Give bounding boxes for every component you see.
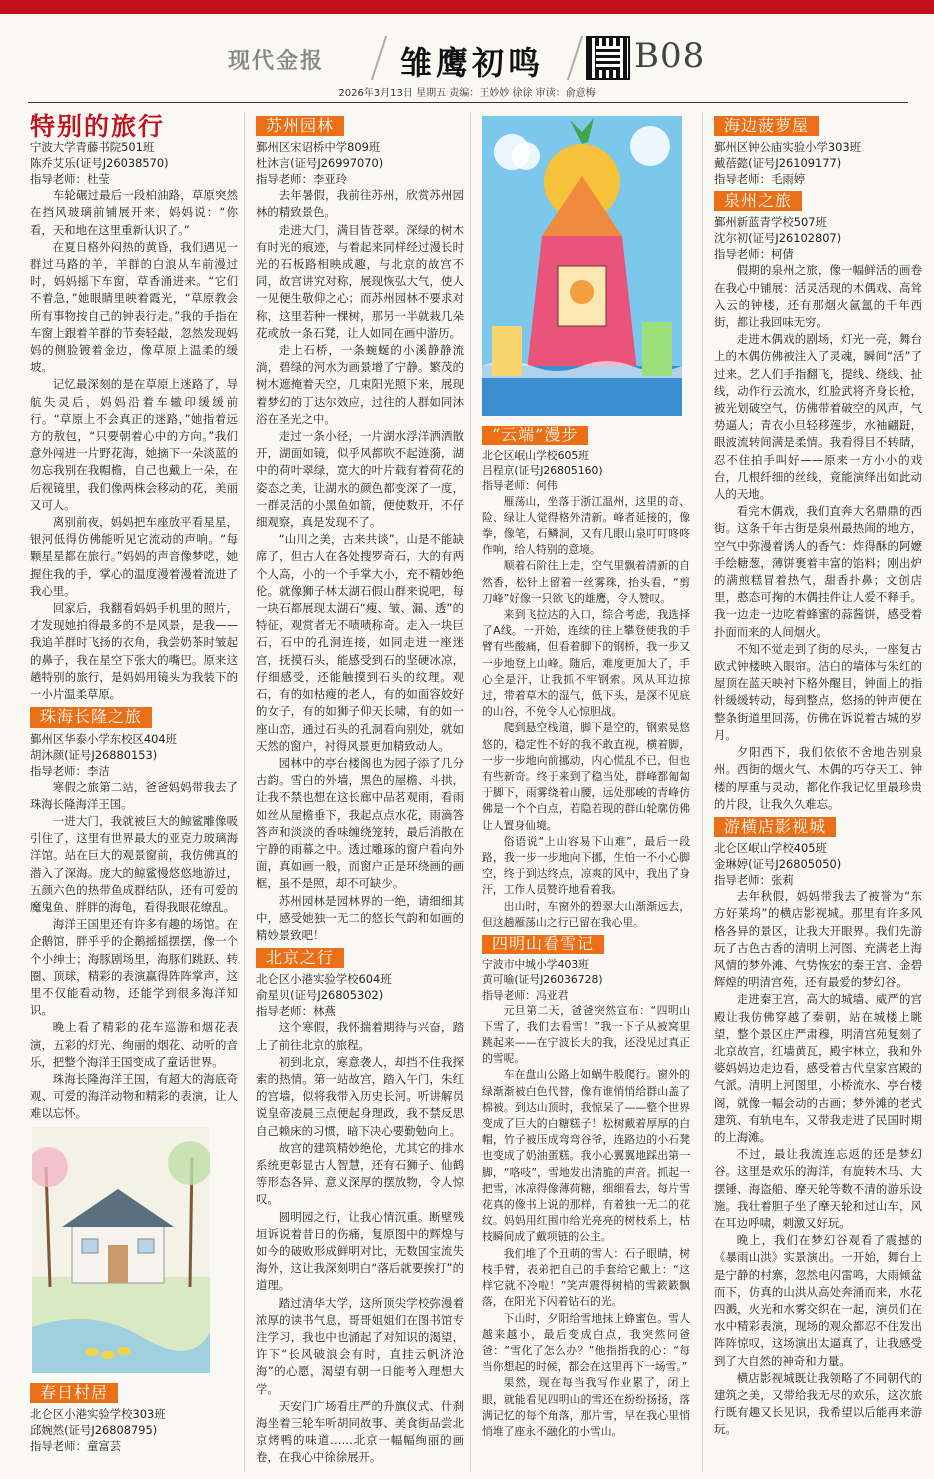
author: 黄可喻(证号J26036728): [482, 973, 603, 987]
paragraph: 走进大门，满目皆苍翠。深绿的树木有时光的痕迹，与着起来同样经过漫长时光的石板路相映成趣，与北京的故宫不同，故宫讲究对称，展现恢弘大气，使人一见便生敬仰之心；而苏州园林不要求对称，这里若种一棵树，那另一半就栽几朵花或放一条石凳，让人如同在画中游历。: [256, 222, 464, 340]
paragraph: 寒假之旅第二站，爸爸妈妈带我去了珠海长隆海洋王国。: [30, 779, 238, 811]
paragraph: 这个寒假，我怀揣着期待与兴奋，踏上了前往北京的旅程。: [256, 1020, 464, 1052]
paragraph: 在夏日格外闷热的黄昏，我们遇见一群过马路的羊，羊群的白浪从车前漫过时，妈妈摇下车窗，草香涌进来。“它们不着急，”她眼睛里映着霞光，“草原教会所有事物按自己的钟表行走。”我的手指在车窗上跟着羊群的节奏轻敲，忽然发现妈妈的侧脸镀着金边，像草原上温柔的缓坡。: [30, 239, 238, 375]
paragraph: 不知不觉走到了街的尽头，一座复古欧式钟楼映入眼帘。洁白的墙体与朱红的屋顶在蓝天映衬下格外醒目，钟面上的指针缓缓转动，每到整点，悠扬的钟声便在整条街道里回荡，仿佛在诉说着古城的岁月。: [714, 641, 922, 742]
column-divider: [470, 112, 471, 1472]
column-3: [482, 112, 690, 1440]
column-divider: [702, 112, 703, 1472]
school: 鄞州区华泰小学东校区404班: [30, 731, 178, 746]
paragraph: 俗语说“上山容易下山难”，最后一段路，我一步一步地向下挪，生怕一不小心脚空，终于到达终点，凉爽的风中，我出了身汗，工作人员赞许地看着我。: [482, 834, 690, 897]
paragraph: 踏过清华大学，这所顶尖学校弥漫着浓厚的读书气息，哥哥姐姐们在图书馆专注学习，我也中也涌起了对知识的渴望，许下“长风破浪会有时，直挂云帆济沧海”的心愿，渴望有朝一日能考入理想大学。: [256, 1295, 464, 1396]
paper-name: 现代金报: [228, 48, 325, 74]
school: 北仑区岷山学校405班: [714, 841, 827, 856]
paragraph: 看完木偶戏，我们直奔大名鼎鼎的西街。这条千年古街是泉州最热闹的地方，空气中弥漫着诱人的香气：炸得酥的阿嬷手绘糖葱，薄饼裹着丰富的馅料；刚出炉的满煎糕冒着热气，甜香扑鼻；文创店里，憨态可掬的木偶挂件让人爱不释手。我一边走一边吃着蜂蜜的蒜酱饼，感受着扑面而来的人间烟火。: [714, 504, 922, 639]
column-2: [256, 112, 464, 1467]
teacher: 指导老师：毛雨婷: [714, 172, 806, 187]
author: 金琳婷(证号J26805050): [714, 857, 842, 872]
paragraph: 车在盘山公路上如蜗牛般爬行。窗外的绿渐渐被白色代替，像有谁悄悄给群山盖了棉被。到达山顶时，我惊呆了——整个世界变成了巨大的白糖糕子！松树戴着厚厚的白帽，竹子被压成弯弯谷爷，连路边的小石凳也变成了奶油蛋糕。我小心翼翼地踩出第一脚，“咯吱”，雪地发出清脆的声音。抓起一把雪，冰凉得像薄荷糖，细细看去，每片雪花真的像书上说的那样，有着独一无二的花纹。妈妈用红围巾给光亮亮的树枝系上，枯枝瞬间成了戴项链的公主。: [482, 1068, 690, 1244]
paragraph: 海洋王国里还有许多有趣的场馆。在企鹅馆，胖乎乎的企鹅摇摇摆摆，像一个个小绅士；海豚剧场里，海豚们跳跃、转圈、顶球，精彩的表演赢得阵阵掌声，这里不仅能看动物，还能学到很多海洋知识。: [30, 917, 238, 1018]
paragraph: 横店影视城既让我领略了不同朝代的建筑之美，又带给我无尽的欢乐，这次旅行既有趣又长见识，我希望以后能再来游玩。: [714, 1370, 922, 1437]
article-title: 苏州园林: [256, 116, 344, 136]
paragraph: 不过，最让我流连忘返的还是梦幻谷。这里是欢乐的海洋，有旋转木马、大摆锤、海盗船、摩天轮等数不清的游乐设施。我壮着胆子坐了摩天轮和过山车，风在耳边呼啸，刺激又好玩。: [714, 1147, 922, 1230]
paragraph: 下山时，夕阳给雪地抹上蜂蜜色。雪人越来越小，最后变成白点，我突然问爸爸：“雪化了怎么办？”他指指我的心：“每当你想起的时候，都会在这里再下一场雪。”: [482, 1311, 690, 1374]
teacher: 指导老师：杜莹: [30, 172, 110, 187]
paragraph: 故宫的建筑精妙绝伦，尤其它的排水系统更彰显古人智慧，还有石狮子、仙鹤等形态各异、意义深厚的摆放物，令人惊叹。: [256, 1140, 464, 1207]
paragraph: 雁荡山，坐落于浙江温州，这里的奇、险、绿让人觉得格外清新。峰者延接的，像拳，像笔，石鳞洞，又有几眼山泉叮叮咚咚作响，给人特别的意境。: [482, 494, 690, 557]
article-title: 四明山看雪记: [482, 935, 604, 954]
village-painting: [32, 1127, 210, 1373]
article-title: 珠海长隆之旅: [30, 707, 152, 727]
teacher: 指导老师：何伟: [482, 479, 558, 493]
pineapple-house-painting: [482, 116, 682, 416]
article-title: “云端”漫步: [482, 426, 588, 445]
column-1: [30, 112, 238, 1454]
teacher: 指导老师：李洁: [30, 763, 110, 778]
article-title: 春日村居: [30, 1383, 118, 1403]
paragraph: 走上石桥，一条蜿蜒的小溪静静流淌，碧绿的河水为画景增了宁静。繁茂的树木遮掩着天空，几束阳光照下来，展现着梦幻的丁达尔效应，过往的人群如同沐浴在圣光之中。: [256, 343, 464, 426]
header-rule: [28, 102, 908, 103]
paragraph: 初到北京，寒意袭人，却挡不住我探索的热情。第一站故宫，踏入午门，朱红的宫墙，似将我带入历史长河。听讲解员说皇帝凌晨三点便起身理政，我不禁反思自己赖床的习惯，暗下决心要勤勉向上。: [256, 1054, 464, 1138]
school: 北仑区岷山学校605班: [482, 449, 589, 463]
page-number: B08: [634, 36, 706, 76]
paragraph: 走进秦王宫，高大的城墙、威严的宫殿让我仿佛穿越了秦朝，站在城楼上眺望，整个景区庄严肃穆，明清宫苑复刻了北京故宫，红墙黄瓦，殿宇林立，我和外婆妈妈边走边看，感受着古代皇家宫殿的气派。清明上河图里，小桥流水、亭台楼阁，就像一幅会动的古画；梦外滩的老式建筑、有轨电车，又带我走进了民国时期的上海滩。: [714, 992, 922, 1144]
school: 宁波大学青藤书院501班: [30, 140, 155, 155]
paragraph: 去年秋假，妈妈带我去了被誉为“东方好莱坞”的横店影视城。那里有许多风格各异的景区，让我大开眼界。我们先游玩了古色古香的清明上河图、充满老上海风情的梦外滩、气势恢宏的秦王宫、金碧辉煌的明清宫苑，还有最爱的梦幻谷。: [714, 889, 922, 990]
paragraph: 来到飞拉达的入口，综合考虑，我选择了A线。一开始，连续的往上攀登使我的手臂有些酸痛，但看着脚下的钢桥，我一步又一步地登上山峰。随后，难度更加大了，手心全是汗，让我抓不牢钢索。风从耳边掠过，带着草木的湿气，低下头，是深不见底的山谷，不免令人心惊胆战。: [482, 608, 690, 719]
teacher: 指导老师：冯亚君: [482, 988, 569, 1002]
column-4: [714, 112, 922, 1439]
qr-code-icon: [586, 36, 630, 80]
paragraph: 顺着石阶往上走，空气里飘着清新的自然香，松针上留着一丝雾珠，抬头看，“剪刀峰”好像一只欲飞的雄鹰，令人赞叹。: [482, 559, 690, 605]
article-title: 北京之行: [256, 948, 344, 968]
author: 胡沐颜(证号J26880153): [30, 747, 158, 762]
paragraph: 晚上，我们在梦幻谷观看了震撼的《暴雨山洪》实景演出。一开始，舞台上是宁静的村寨，忽然电闪雷鸣，大雨倾盆而下，仿真的山洪从高处奔涌而来，水花四溅，火光和水雾交织在一起，演员们在水中精彩表演，现场的观众都忍不住发出阵阵惊叹，这场演出太逼真了，让我感受到了大自然的神奇和力量。: [714, 1233, 922, 1368]
paragraph: 车轮碾过最后一段柏油路，草原突然在挡风玻璃前铺展开来，妈妈说：“你看，天和地在这里重新认识了。”: [30, 188, 238, 237]
school: 北仑区小港实验学校303班: [30, 1406, 166, 1421]
article-title: 游横店影视城: [714, 817, 836, 837]
author: 杜沐言(证号J26997070): [256, 156, 384, 171]
paragraph: 天安门广场看庄严的升旗仪式、什刹海坐着三轮车听胡同故事、美食街品尝北京烤鸭的味道……北京一幅幅绚丽的画卷，在我心中徐徐展开。: [256, 1398, 464, 1465]
paragraph: 出山时，车窗外的碧翠大山渐渐远去，但这趟雁荡山之行已留在我心里。: [482, 899, 690, 929]
author: 邱婉然(证号J26808795): [30, 1422, 158, 1437]
author: 俞星贝(证号J26805302): [256, 988, 384, 1003]
author: 戴蓓懿(证号J26109177): [714, 156, 842, 171]
article-title: 特别的旅行: [30, 112, 166, 141]
paragraph: “山川之美，古来共谈”，山是不能缺席了，但古人在各处搜罗奇石，大的有两个人高，小的一个手掌大小，充不精妙绝伦。就像狮子林太湖石假山群来说吧，每一块石都展现太湖石“瘦、皱、漏、透”的特征，观赏者无不啧啧称奇。走入一块巨石，石中的孔洞连接，如同走进一座迷宫，抚摸石头，能感受到石的坚硬冰凉，仔细感受，还能触摸到石头的纹理。观石，有的如枯瘦的老人，有的如面容姣好的女子，有的如狮子仰天长啸，有的如一座山峦，通过石头的孔洞看向别处，就如天然的窗户，衬得风景更加精致动人。: [256, 532, 464, 753]
article-title: 海边菠萝屋: [714, 116, 819, 136]
paragraph: 圆明园之行，让我心情沉重。断壁残垣诉说着昔日的伤痛，复原图中的辉煌与如今的破败形成鲜明对比，无数国宝流失海外，这让我深刻明白“落后就要挨打”的道理。: [256, 1209, 464, 1293]
paragraph: 爬到悬空栈道，脚下是空的，钢索晃悠悠的，稳定性不好的我不敢直视，横着脚，一步一步地向前挪动，内心慌乱不已，但也有些新奇。终于来到了稳当处，群峰都匍匐于脚下，雨雾绕着山腰，远处那峻的青峰仿佛是一个个白点，若隐若现的群山轮廓仿佛让人置身仙境。: [482, 721, 690, 832]
masthead: [0, 14, 934, 84]
teacher: 指导老师：林燕: [256, 1004, 336, 1019]
section-name: 雏鹰初鸣: [400, 44, 545, 82]
masthead-divider: [371, 36, 387, 80]
paragraph: 一进大门，我就被巨大的鲸鲨雕像吸引住了，这里有世界最大的亚克力玻璃海洋馆。站在巨大的观景窗前，我仿佛真的潜入了深海。庞大的鲸鲨慢悠悠地游过，五颜六色的热带鱼成群结队，还有可爱的魔鬼鱼、胖胖的海龟，看得我眼花缭乱。: [30, 813, 238, 914]
school: 鄞州区钟公庙实验小学303班: [714, 140, 862, 155]
paragraph: 珠海长隆海洋王国，有超大的海底奇观、可爱的海洋动物和精彩的表演，让人难以忘怀。: [30, 1071, 238, 1121]
paragraph: 元旦第二天，爸爸突然宣布：“四明山下雪了，我们去看雪！”我一下子从被窝里跳起来——在宁波长大的我，还没见过真正的雪呢。: [482, 1003, 690, 1066]
paragraph: 走过一条小径，一片湖水浮洋洒洒散开，湖面如镜，似乎风都吹不起涟漪，湖中的荷叶翠绿，宽大的叶片载有着荷花的姿态之美，让湖水的颜色都变深了一度，一群灵活的小黑鱼如箭，便使数开，不仔细观察，真是发现不了。: [256, 429, 464, 530]
author: 陈乔艾乐(证号J26038570): [30, 156, 169, 171]
paragraph: 果然，现在每当我写作业累了，闭上眼，就能看见四明山的雪还在纷纷扬扬，落满记忆的每个角落，那片雪，早在我心里悄悄堆了座永不融化的小雪山。: [482, 1376, 690, 1438]
paragraph: 园林中的亭台楼阁也为园子添了几分古韵。雪白的外墙，黑色的屋檐、斗拱，让我不禁也想在这长廊中品茗观雨，看雨如丝从屋檐垂下，我起点点水花，雨滴答答声和淡淡的香味缠绕笼转，最后消散在宁静的雨幕之中。透过雕琢的窗户看向外面，真如画一般，而窗户正是环绕画的画框，虽不是照，却不可缺少。: [256, 755, 464, 891]
paragraph: 去年暑假，我前往苏州，欣赏苏州园林的精致景色。: [256, 188, 464, 220]
paragraph: 走进木偶戏的剧场，灯光一亮，舞台上的木偶仿佛被注入了灵魂，瞬间“活”了过来。艺人们手指翻飞，提线、绕线、扯线，动作行云流水，红脸武将齐身长枪，被光划破空气，仿佛带着破空的风声，气势逼人；青衣小旦轻移莲步，水袖翩跹，眼波流转间满是柔情。我看得目不转睛，忍不住拍手叫好——原来一方小小的戏台，几根纤细的丝线，竟能演绎出如此动人的天地。: [714, 332, 922, 502]
paragraph: 夕阳西下，我们依依不舍地告别泉州。西街的烟火气、木偶的巧夺天工、钟楼的厚重与灵动，都化作我记忆里最珍贵的片段，让我久久难忘。: [714, 745, 922, 811]
paragraph: 苏州园林是园林界的一绝，请细细其中，感受她独一无二的悠长气韵和如画的精妙景致吧！: [256, 893, 464, 942]
paragraph: 记忆最深刻的是在草原上迷路了，导航失灵后，妈妈沿着车辙印缓缓前行。“草原上不会真正的迷路，”她指着远方的敖包，“只要朝着心中的方向。”我们意外闯进一片野花海，她摘下一朵淡蓝的勿忘我别在我帽檐，自己也戴上一朵，在后视镜里，我们像两株会移动的花，美丽又可人。: [30, 377, 238, 512]
top-red-bar: [0, 0, 934, 14]
school: 北仑区小港实验学校604班: [256, 972, 392, 987]
paragraph: 离别前夜，妈妈把车座放平看星星，银河低得仿佛能听见它流动的声响。“每颗星星都在旅行。”妈妈的声音像梦呓，她握住我的手，掌心的温度漫着漫着流进了我心里。: [30, 515, 238, 598]
paragraph: 晚上看了精彩的花车巡游和烟花表演，五彩的灯光、绚丽的烟花、动听的音乐，把整个海洋王国变成了童话世界。: [30, 1020, 238, 1069]
author: 沈尔初(证号J26102807): [714, 231, 842, 246]
teacher: 指导老师：柯倩: [714, 247, 794, 262]
paragraph: 回家后，我翻看妈妈手机里的照片，才发现她拍得最多的不是风景，是我——我追羊群时飞扬的衣角，我尝奶茶时皱起的鼻子，我在星空下张大的嘴巴。原来这趟特别的旅行，是妈妈用镜头为我装下的一小片温柔草原。: [30, 601, 238, 702]
teacher: 指导老师：李亚玲: [256, 172, 348, 187]
masthead-divider: [567, 36, 583, 80]
column-divider: [244, 112, 245, 1472]
dateline: 2026年3月13日 星期五 责编：王妙妙 徐徐 审读：俞意梅: [338, 88, 596, 99]
paragraph: 假期的泉州之旅，像一幅鲜活的画卷在我心中铺展：活灵活现的木偶戏、高耸入云的钟楼，还有那烟火氤氲的千年西街，都让我回味无穷。: [714, 263, 922, 330]
school: 鄞州新蓝青学校507班: [714, 215, 827, 230]
article-title: 泉州之旅: [714, 191, 802, 211]
paragraph: 我们堆了个丑萌的雪人：石子眼睛，树枝手臂，表弟把自己的手套给它戴上：“这样它就不冷啦！”笑声震得树梢的雪簌簌飘落，在阳光下闪着钻石的光。: [482, 1246, 690, 1309]
teacher: 指导老师：童富芸: [30, 1438, 122, 1453]
school: 宁波市中城小学403班: [482, 958, 589, 972]
teacher: 指导老师：张莉: [714, 873, 794, 888]
school: 鄞州区宋诏桥中学809班: [256, 140, 381, 155]
author: 吕程京(证号J26805160): [482, 464, 603, 478]
